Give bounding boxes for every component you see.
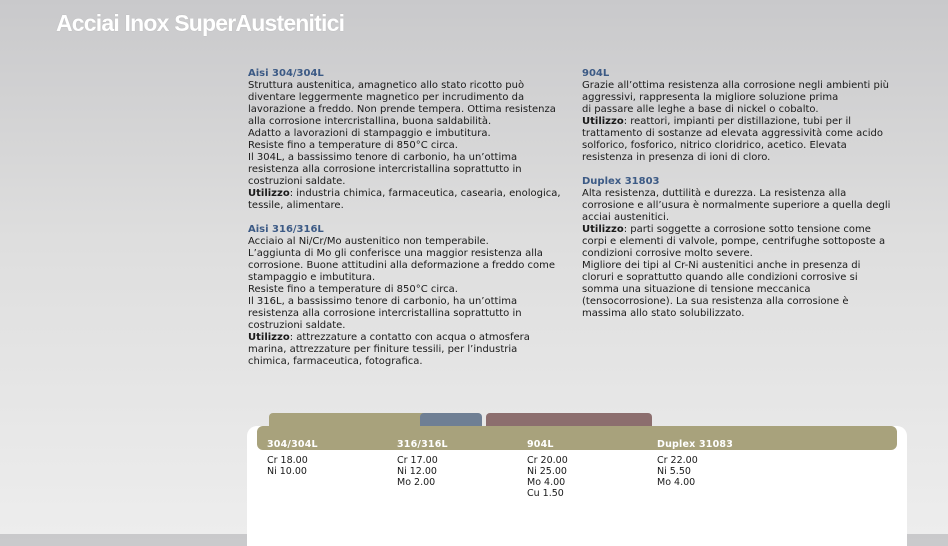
composition-label-904l: 904L (527, 439, 554, 450)
text-line: solforico, fosforico, nitrico cloridrico, acetico. Elevata (582, 140, 847, 151)
composition-header-bar (257, 426, 897, 450)
text-line: di passare alle leghe a base di nickel o cobalto. (582, 104, 819, 115)
section-aisi-304 (248, 68, 568, 212)
text-line: Alta resistenza, duttilità e durezza. La resistenza alla (582, 188, 847, 199)
right-column (582, 68, 904, 332)
text-line: Il 304L, a bassissimo tenore di carbonio, ha un’ottima (248, 152, 518, 163)
page-title: Acciai Inox SuperAustenitici (56, 10, 345, 36)
composition-value: Ni 12.00 (397, 466, 437, 477)
text-line: somma una situazione di tensione meccanica (582, 284, 811, 295)
utilizzo-text: : attrezzature a contatto con acqua o atmosfera (289, 332, 530, 343)
text-line: corpi e elementi di valvole, pompe, centrifughe sottoposte a (582, 236, 886, 247)
text-line: Resiste fino a temperature di 850°C circa. (248, 140, 458, 151)
composition-value: Cr 18.00 (267, 455, 308, 466)
section-title: Aisi 304/304L (248, 68, 324, 79)
text-line: condizioni corrosive molto severe. (582, 248, 753, 259)
utilizzo-line (582, 224, 904, 236)
text-line: resistenza in presenza di ioni di cloro. (582, 152, 771, 163)
section-904l (582, 68, 904, 164)
composition-value: Ni 25.00 (527, 466, 567, 477)
text-line: Migliore dei tipi al Cr-Ni austenitici anche in presenza di (582, 260, 861, 271)
composition-values-304 (267, 455, 308, 477)
composition-label-duplex: Duplex 31083 (657, 439, 734, 450)
utilizzo-line (248, 188, 568, 200)
utilizzo-text: : reattori, impianti per distillazione, tubi per il (623, 116, 852, 127)
section-title: Duplex 31803 (582, 176, 660, 187)
utilizzo-label: Utilizzo (248, 188, 290, 199)
text-line: Resiste fino a temperature di 850°C circa. (248, 284, 458, 295)
text-line: (tensocorrosione). La sua resistenza alla corrosione è (582, 296, 849, 307)
text-line: Il 316L, a bassissimo tenore di carbonio, ha un’ottima (248, 296, 518, 307)
text-line: marina, attrezzature per finiture tessili, per l’industria (248, 344, 518, 355)
text-line: lavorazione a freddo. Non prende tempera. Ottima resistenza (248, 104, 556, 115)
section-aisi-316 (248, 224, 568, 368)
text-line: aggressivi, rappresenta la migliore soluzione prima (582, 92, 839, 103)
composition-value: Cr 22.00 (657, 455, 698, 466)
text-line: L’aggiunta di Mo gli conferisce una maggior resistenza alla (248, 248, 543, 259)
text-line: costruzioni saldate. (248, 320, 346, 331)
text-line: massima allo stato solubilizzato. (582, 308, 745, 319)
composition-label-316: 316/316L (397, 439, 448, 450)
composition-label-304: 304/304L (267, 439, 318, 450)
composition-value: Cr 20.00 (527, 455, 568, 466)
utilizzo-text: : industria chimica, farmaceutica, casearia, enologica, (289, 188, 561, 199)
text-line: resistenza alla corrosione intercristallina soprattutto in (248, 164, 522, 175)
composition-value: Ni 10.00 (267, 466, 307, 477)
text-line: Adatto a lavorazioni di stampaggio e imbutitura. (248, 128, 491, 139)
text-line: Acciaio al Ni/Cr/Mo austenitico non temperabile. (248, 236, 489, 247)
utilizzo-line (582, 116, 904, 128)
composition-value: Cu 1.50 (527, 488, 564, 499)
utilizzo-line (248, 332, 568, 344)
utilizzo-text: : parti soggette a corrosione sotto tensione come (623, 224, 871, 235)
composition-value: Mo 2.00 (397, 477, 436, 488)
text-line: tessile, alimentare. (248, 200, 344, 211)
text-line: costruzioni saldate. (248, 176, 346, 187)
text-line: stampaggio e imbutitura. (248, 272, 376, 283)
text-line: Struttura austenitica, amagnetico allo stato ricotto può (248, 80, 525, 91)
utilizzo-label: Utilizzo (582, 116, 624, 127)
composition-value: Mo 4.00 (527, 477, 566, 488)
section-title: Aisi 316/316L (248, 224, 324, 235)
utilizzo-label: Utilizzo (582, 224, 624, 235)
composition-value: Mo 4.00 (657, 477, 696, 488)
text-line: Grazie all’ottima resistenza alla corrosione negli ambienti più (582, 80, 889, 91)
text-line: corrosione e all’usura è normalmente superiore a quella degli (582, 200, 891, 211)
composition-values-904l (527, 455, 568, 499)
left-column (248, 68, 568, 380)
section-title: 904L (582, 68, 610, 79)
composition-value: Cr 17.00 (397, 455, 438, 466)
text-line: trattamento di sostanze ad elevata aggressività come acido (582, 128, 883, 139)
text-line: resistenza alla corrosione intercristallina soprattutto in (248, 308, 522, 319)
text-line: diventare leggermente magnetico per incrudimento da (248, 92, 525, 103)
text-line: cloruri e soprattutto quando alle condizioni corrosive si (582, 272, 858, 283)
composition-values-duplex (657, 455, 698, 488)
text-line: chimica, farmaceutica, fotografica. (248, 356, 423, 367)
composition-values-316 (397, 455, 438, 488)
text-line: acciai austenitici. (582, 212, 670, 223)
composition-value: Ni 5.50 (657, 466, 691, 477)
utilizzo-label: Utilizzo (248, 332, 290, 343)
section-duplex-31803 (582, 176, 904, 320)
text-line: corrosione. Buone attitudini alla deformazione a freddo come (248, 260, 556, 271)
text-line: alla corrosione intercristallina, buona saldabilità. (248, 116, 492, 127)
